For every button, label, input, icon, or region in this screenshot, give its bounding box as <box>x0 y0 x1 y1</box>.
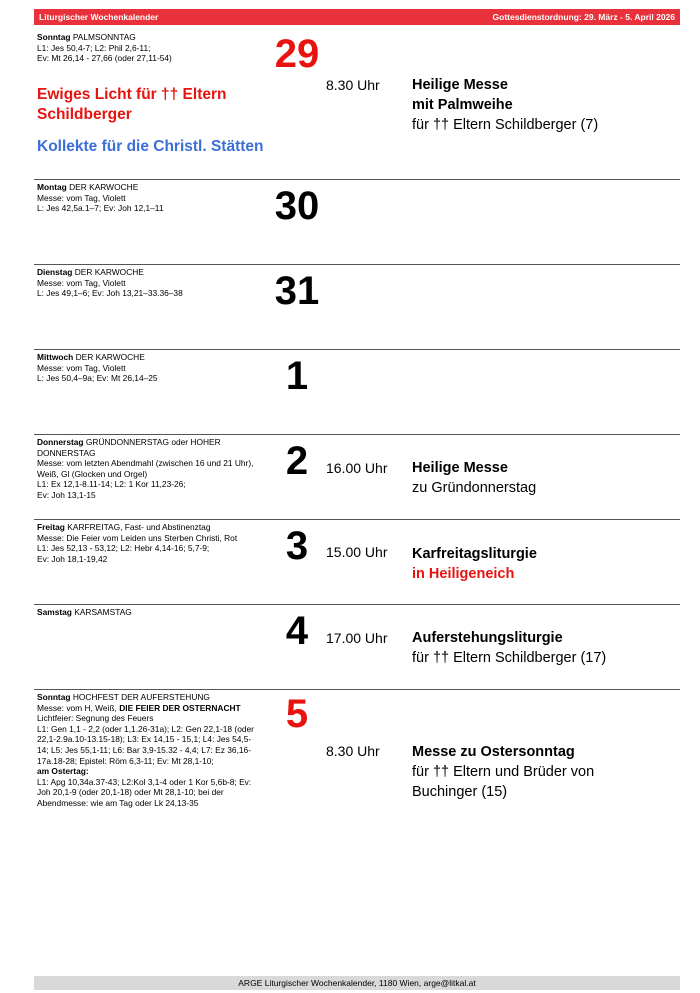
readings-line: Messe: vom H, Weiß, <box>37 702 120 713</box>
day-row-samstag <box>34 604 680 689</box>
day-number: 5 <box>285 692 309 736</box>
weekday: Mittwoch <box>37 352 74 362</box>
weekday: Sonntag <box>37 32 71 42</box>
feast-name: GRÜNDONNERSTAG oder HOHER DONNERSTAG <box>37 437 221 458</box>
event-title: Auferstehungsliturgie <box>412 630 563 646</box>
header-title: Liturgischer Wochenkalender <box>39 12 159 22</box>
liturgy-info <box>37 267 255 299</box>
feast-name: HOCHFEST DER AUFERSTEHUNG <box>72 692 210 702</box>
day-row-donnerstag <box>34 434 680 519</box>
readings-line: L1: Jes 50,4-7; L2: Phil 2,6-11; <box>37 42 151 53</box>
day-number: 31 <box>274 269 320 313</box>
mass-time: 15.00 Uhr <box>326 544 388 560</box>
readings-line: L1: Gen 1,1 - 2,2 (oder 1,1.26-31a); L2: Gen 22,1-18 (oder 22,1-2.9a.10-13.15-18); L3: Ex 14,15 - 15,1; L4: Jes 54,5-14; L5: Jes 55,1-11; L6: Bar 3,9-15.32 - 4,4; L7: Ez 36,16-17a.18-28; Epistel: Röm 6,3-11; Ev: Mt 28,1-10; <box>37 723 254 766</box>
day-row-mittwoch <box>34 349 680 434</box>
feast-name: KARFREITAG, Fast- und Abstinenztag <box>67 522 211 532</box>
event-info <box>412 544 537 584</box>
liturgy-info <box>37 607 255 618</box>
readings-line: Ev: Mt 26,14 - 27,66 (oder 27,11-54) <box>37 53 172 64</box>
easter-vigil-title: DIE FEIER DER OSTERNACHT <box>119 702 241 713</box>
event-title: Heilige Messe <box>412 460 508 476</box>
feast-name: DER KARWOCHE <box>75 352 145 362</box>
weekday: Donnerstag <box>37 437 84 447</box>
weekday: Dienstag <box>37 267 73 277</box>
readings-line: Messe: vom Tag, Violett <box>37 362 126 373</box>
day-number: 1 <box>285 354 309 398</box>
weekday: Samstag <box>37 607 72 617</box>
feast-name: DER KARWOCHE <box>74 267 144 277</box>
footer-bar: ARGE Liturgischer Wochenkalender, 1180 Wien, arge@litkal.at <box>34 976 680 990</box>
readings-line: L: Jes 49,1–6; Ev: Joh 13,21–33.36–38 <box>37 288 183 299</box>
event-info <box>412 458 536 498</box>
readings-line: Lichtfeier: Segnung des Feuers <box>37 713 154 724</box>
eternal-light-note: Ewiges Licht für †† Eltern Schildberger <box>37 86 227 123</box>
liturgy-info <box>37 692 255 809</box>
mass-time: 17.00 Uhr <box>326 630 388 646</box>
easter-day-heading: am Ostertag: <box>37 766 89 777</box>
feast-name: KARSAMSTAG <box>74 607 132 617</box>
day-number: 3 <box>285 524 309 568</box>
weekday: Montag <box>37 182 67 192</box>
readings-line: Messe: vom Tag, Violett <box>37 192 126 203</box>
feast-name: PALMSONNTAG <box>72 32 136 42</box>
liturgy-info <box>37 522 255 564</box>
feast-name: DER KARWOCHE <box>69 182 139 192</box>
collection-note: Kollekte für die Christl. Stätten <box>37 138 264 155</box>
readings-line: Ev: Joh 18,1-19,42 <box>37 553 108 564</box>
day-row-dienstag <box>34 264 680 349</box>
event-intention: für †† Eltern Schildberger (17) <box>412 650 607 666</box>
day-number: 30 <box>274 184 320 228</box>
event-title: Messe zu Ostersonntag <box>412 744 575 760</box>
liturgy-info <box>37 32 255 64</box>
readings-line: Messe: Die Feier vom Leiden uns Sterben Christi, Rot <box>37 532 238 543</box>
weekday: Freitag <box>37 522 65 532</box>
event-title-2: mit Palmweihe <box>412 97 513 113</box>
readings-line: Messe: vom letzten Abendmahl (zwischen 16 und 21 Uhr), Weiß, Gl (Glocken und Orgel) <box>37 458 254 479</box>
liturgy-info <box>37 352 255 384</box>
event-info <box>412 628 606 668</box>
mass-time: 8.30 Uhr <box>326 743 380 759</box>
day-number: 4 <box>285 609 309 653</box>
event-intention: für †† Eltern und Brüder von Buchinger (15) <box>412 764 595 800</box>
day-number: 2 <box>285 439 309 483</box>
mass-time: 8.30 Uhr <box>326 77 380 93</box>
readings-line: L1: Apg 10,34a.37-43; L2:Kol 3,1-4 oder 1 Kor 5,6b-8; Ev: Joh 20,1-9 (oder 20,1-18) oder Mt 28,1-10; bei der Abendmesse: wie am Tag oder Lk 24,13-35 <box>37 776 252 808</box>
event-info <box>412 742 642 802</box>
header-bar <box>34 9 680 25</box>
day-number: 29 <box>274 32 320 76</box>
event-intention: für †† Eltern Schildberger (7) <box>412 117 599 133</box>
mass-time: 16.00 Uhr <box>326 460 388 476</box>
day-row-montag <box>34 179 680 264</box>
day-row-palmsonntag <box>34 30 680 179</box>
liturgy-info <box>37 437 255 501</box>
day-row-ostersonntag <box>34 689 680 970</box>
event-location: in Heiligeneich <box>412 566 515 582</box>
event-info <box>412 75 598 135</box>
readings-line: L1: Jes 52,13 - 53,12; L2: Hebr 4,14-16; 5,7-9; <box>37 543 210 554</box>
header-date-range: Gottesdienstordnung: 29. März - 5. April 2026 <box>492 12 675 22</box>
event-title: Heilige Messe <box>412 77 508 93</box>
event-intention: zu Gründonnerstag <box>412 480 537 496</box>
liturgy-info <box>37 182 255 214</box>
weekday: Sonntag <box>37 692 71 702</box>
readings-line: Messe: vom Tag, Violett <box>37 277 126 288</box>
day-row-freitag <box>34 519 680 604</box>
readings-line: L: Jes 50,4–9a; Ev: Mt 26,14–25 <box>37 373 158 384</box>
event-title: Karfreitagsliturgie <box>412 546 537 562</box>
readings-line: L1: Ex 12,1-8.11-14; L2: 1 Kor 11,23-26; <box>37 479 186 490</box>
readings-line: Ev: Joh 13,1-15 <box>37 489 96 500</box>
readings-line: L: Jes 42,5a.1–7; Ev: Joh 12,1–11 <box>37 203 164 214</box>
